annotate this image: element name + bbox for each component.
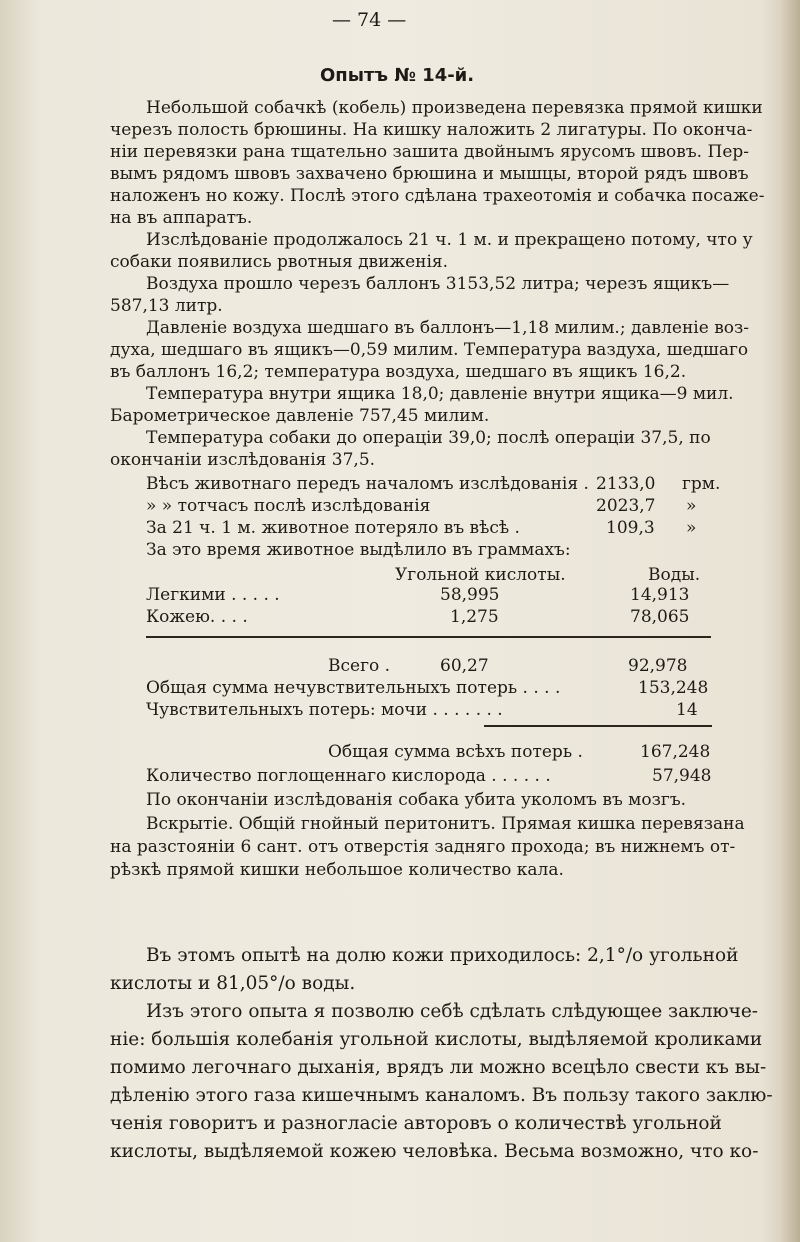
text-line: Вскрытіе. Общій гнойный перитонитъ. Прямая кишка перевязана bbox=[146, 814, 745, 834]
text-line: 587,13 литр. bbox=[110, 296, 223, 316]
text-line: Небольшой собачкѣ (кобель) произведена перевязка прямой кишки bbox=[146, 98, 763, 118]
weight-label: Вѣсъ животнаго передъ началомъ изслѣдованія . bbox=[146, 474, 589, 494]
text-line: По окончаніи изслѣдованія собака убита уколомъ въ мозгъ. bbox=[146, 790, 687, 810]
text-line: дѣленію этого газа кишечнымъ каналомъ. Въ пользу такого заклю- bbox=[110, 1085, 773, 1106]
page-edge bbox=[780, 0, 800, 1242]
text-line: вымъ рядомъ швовъ захвачено брюшина и мышцы, второй рядъ швовъ bbox=[110, 164, 749, 184]
total-losses-value: 167,248 bbox=[640, 742, 711, 762]
loss-value: 14 bbox=[676, 700, 698, 720]
text-line: рѣзкѣ прямой кишки небольшое количество кала. bbox=[110, 860, 564, 880]
loss-value: 153,248 bbox=[638, 678, 709, 698]
text-line: Воздуха прошло черезъ баллонъ 3153,52 литра; черезъ ящикъ— bbox=[146, 274, 730, 294]
weight-label: » » тотчасъ послѣ изслѣдованія bbox=[146, 496, 431, 516]
text-line: Температура внутри ящика 18,0; давленіе внутри ящика—9 мил. bbox=[146, 384, 734, 404]
weight-unit: » bbox=[686, 496, 697, 516]
table-row-label: Легкими . . . . . bbox=[146, 585, 280, 605]
text-line: ніе: большія колебанія угольной кислоты, выдѣляемой кроликами bbox=[110, 1029, 763, 1050]
text-line: ченія говоритъ и разногласіе авторовъ о количествѣ угольной bbox=[110, 1113, 722, 1134]
grams-intro: За это время животное выдѣлило въ граммахъ: bbox=[146, 540, 571, 560]
weight-value: 2133,0 bbox=[596, 474, 656, 494]
text-line: ніи перевязки рана тщательно зашита двойнымъ ярусомъ швовъ. Пер- bbox=[110, 142, 750, 162]
text-line: Температура собаки до операціи 39,0; послѣ операціи 37,5, по bbox=[146, 428, 711, 448]
table-cell-water: 78,065 bbox=[630, 607, 690, 627]
weight-label: За 21 ч. 1 м. животное потеряло въ вѣсѣ . bbox=[146, 518, 520, 538]
loss-label: Общая сумма нечувствительныхъ потерь . . . . bbox=[146, 678, 561, 698]
experiment-title: Опытъ № 14-й. bbox=[320, 65, 475, 86]
text-line: духа, шедшаго въ ящикъ—0,59 милим. Температура ваздуха, шедшаго bbox=[110, 340, 749, 360]
page-number: — 74 — bbox=[332, 9, 407, 31]
table-divider bbox=[146, 636, 711, 638]
oxygen-label: Количество поглощеннаго кислорода . . . . . . bbox=[146, 766, 551, 786]
text-line: Изслѣдованіе продолжалось 21 ч. 1 м. и прекращено потому, что у bbox=[146, 230, 753, 250]
weight-value: 109,3 bbox=[606, 518, 655, 538]
column-header-co2: Угольной кислоты. bbox=[395, 565, 566, 585]
text-line: помимо легочнаго дыханія, врядъ ли можно всецѣло свести къ вы- bbox=[110, 1057, 767, 1078]
text-line: на разстояніи 6 сант. отъ отверстія задняго прохода; въ нижнемъ от- bbox=[110, 837, 736, 857]
table-cell-co2: 58,995 bbox=[440, 585, 500, 605]
table-cell-co2: 1,275 bbox=[450, 607, 499, 627]
total-losses-label: Общая сумма всѣхъ потерь . bbox=[328, 742, 583, 762]
weight-unit: грм. bbox=[682, 474, 721, 494]
text-line: кислоты и 81,05°/о воды. bbox=[110, 973, 356, 994]
oxygen-value: 57,948 bbox=[652, 766, 712, 786]
text-line: собаки появились рвотныя движенія. bbox=[110, 252, 449, 272]
loss-label: Чувствительныхъ потерь: мочи . . . . . . . bbox=[146, 700, 503, 720]
column-header-water: Воды. bbox=[648, 565, 701, 585]
table-total-co2: 60,27 bbox=[440, 656, 489, 676]
table-cell-water: 14,913 bbox=[630, 585, 690, 605]
table-total-water: 92,978 bbox=[628, 656, 688, 676]
text-line: на въ аппаратъ. bbox=[110, 208, 253, 228]
losses-divider bbox=[484, 725, 712, 727]
text-line: окончаніи изслѣдованія 37,5. bbox=[110, 450, 376, 470]
text-line: кислоты, выдѣляемой кожею человѣка. Весьма возможно, что ко- bbox=[110, 1141, 759, 1162]
text-line: Давленіе воздуха шедшаго въ баллонъ—1,18 милим.; давленіе воз- bbox=[146, 318, 750, 338]
table-row-label: Кожею. . . . bbox=[146, 607, 248, 627]
text-line: наложенъ но кожу. Послѣ этого сдѣлана трахеотомія и собачка посаже- bbox=[110, 186, 765, 206]
text-line: Барометрическое давленіе 757,45 милим. bbox=[110, 406, 490, 426]
weight-unit: » bbox=[686, 518, 697, 538]
weight-value: 2023,7 bbox=[596, 496, 656, 516]
text-line: въ баллонъ 16,2; температура воздуха, шедшаго въ ящикъ 16,2. bbox=[110, 362, 687, 382]
table-total-label: Всего . bbox=[328, 656, 391, 676]
text-line: Изъ этого опыта я позволю себѣ сдѣлать слѣдующее заключе- bbox=[146, 1001, 759, 1022]
text-line: Въ этомъ опытѣ на долю кожи приходилось: 2,1°/о угольной bbox=[146, 945, 739, 966]
text-line: черезъ полость брюшины. На кишку наложить 2 лигатуры. По оконча- bbox=[110, 120, 753, 140]
